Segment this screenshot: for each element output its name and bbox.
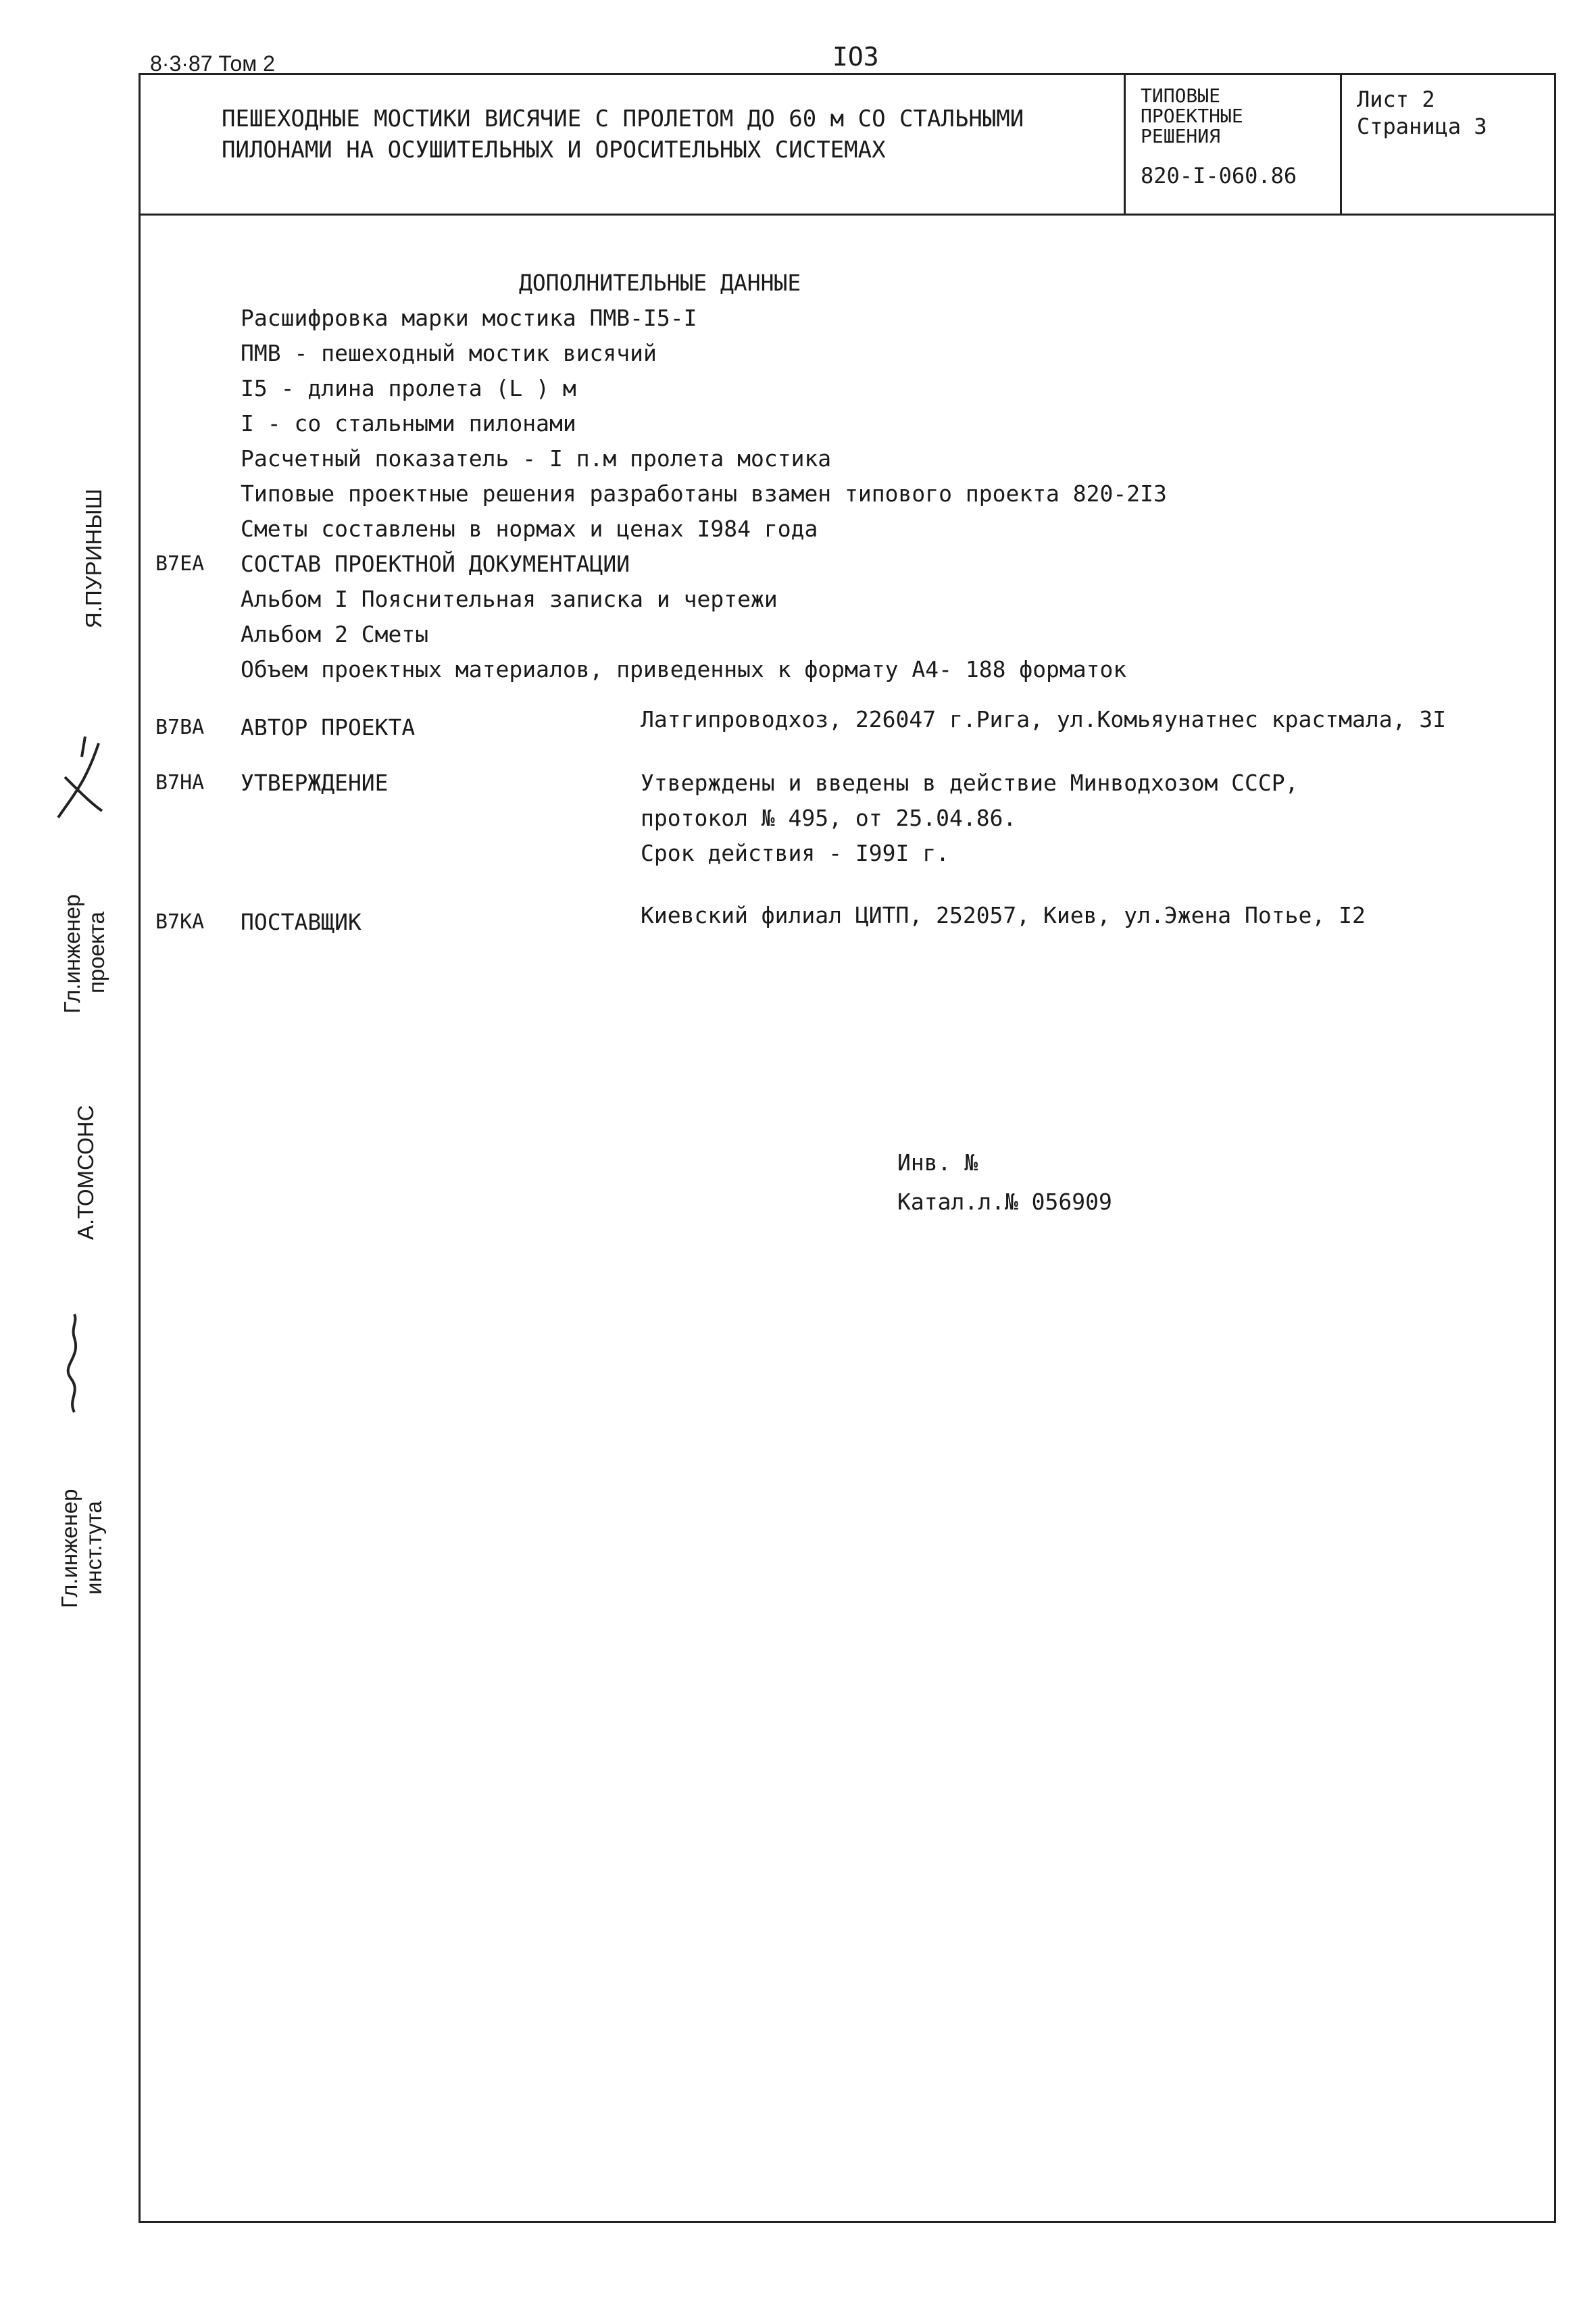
approval-line: протокол № 495, от 25.04.86. [641,805,1017,831]
date-volume: 8·3·87 Том 2 [150,51,275,76]
divider [1340,75,1342,214]
section-heading: ДОПОЛНИТЕЛЬНЫЕ ДАННЫЕ [519,270,801,296]
stamp-code: 820-I-060.86 [1141,163,1297,189]
approval-code: В7НА [155,771,205,795]
body-line: Альбом 2 Сметы [241,621,429,647]
author-value: Латгипроводхоз, 226047 г.Рига, ул.Комьяунатнес крастмала, 3I [641,706,1447,732]
stamp-label: ТИПОВЫЕ ПРОЕКТНЫЕ РЕШЕНИЯ [1141,84,1243,147]
catalog-number: Катал.л.№ 056909 [897,1189,1112,1215]
sheet-info: Лист 2 Страница 3 [1357,86,1487,139]
signer-role: проекта [84,912,109,993]
signature-mark [47,1311,101,1419]
body-line: Альбом I Пояснительная записка и чертежи [241,586,778,612]
section-code: В7ЕА [155,552,205,576]
signer-name: А.ТОМСОНС [73,1105,98,1240]
approval-line: Срок действия - I99I г. [641,840,949,866]
inventory-number: Инв. № [897,1149,978,1176]
divider [1124,75,1126,214]
document-title: ПЕШЕХОДНЫЕ МОСТИКИ ВИСЯЧИЕ С ПРОЛЕТОМ ДО 60 м СО СТАЛЬНЫМИ ПИЛОНАМИ НА ОСУШИТЕЛЬНЫХ И ОРОСИТЕЛЬНЫХ СИСТЕМАХ [222,105,1024,164]
approval-label: УТВЕРЖДЕНИЕ [241,770,389,796]
section-title: СОСТАВ ПРОЕКТНОЙ ДОКУМЕНТАЦИИ [241,551,630,577]
body-line: Типовые проектные решения разработаны взамен типового проекта 820-2I3 [241,480,1167,507]
supplier-label: ПОСТАВЩИК [241,909,361,935]
header-separator [141,214,1554,216]
author-code: В7ВА [155,716,205,739]
body-line: Объем проектных материалов, приведенных к формату А4- 188 форматок [241,656,1127,682]
body-line: Расчетный показатель - I п.м пролета мостика [241,445,832,472]
supplier-value: Киевский филиал ЦИТП, 252057, Киев, ул.Эжена Потье, I2 [641,902,1366,928]
signer-name: Я.ПУРИНЫШ [81,489,106,628]
body-line: Сметы составлены в нормах и ценах I984 года [241,516,818,542]
body-line: Расшифровка марки мостика ПМВ-I5-I [241,305,697,331]
signer-role: Гл.инженер [59,894,84,1014]
author-label: АВТОР ПРОЕКТА [241,714,416,741]
approval-line: Утверждены и введены в действие Минводхозом СССР, [641,770,1299,796]
signature-mark [45,730,112,831]
signer-role: инст.тута [81,1501,106,1595]
body-line: ПМВ - пешеходный мостик висячий [241,340,657,366]
body-line: I - со стальными пилонами [241,410,576,437]
supplier-code: В7КА [155,910,205,934]
page-number: IO3 [832,42,879,72]
document-frame [139,73,1556,2223]
signer-role: Гл.инженер [57,1489,82,1608]
body-line: I5 - длина пролета (L ) м [241,375,576,401]
